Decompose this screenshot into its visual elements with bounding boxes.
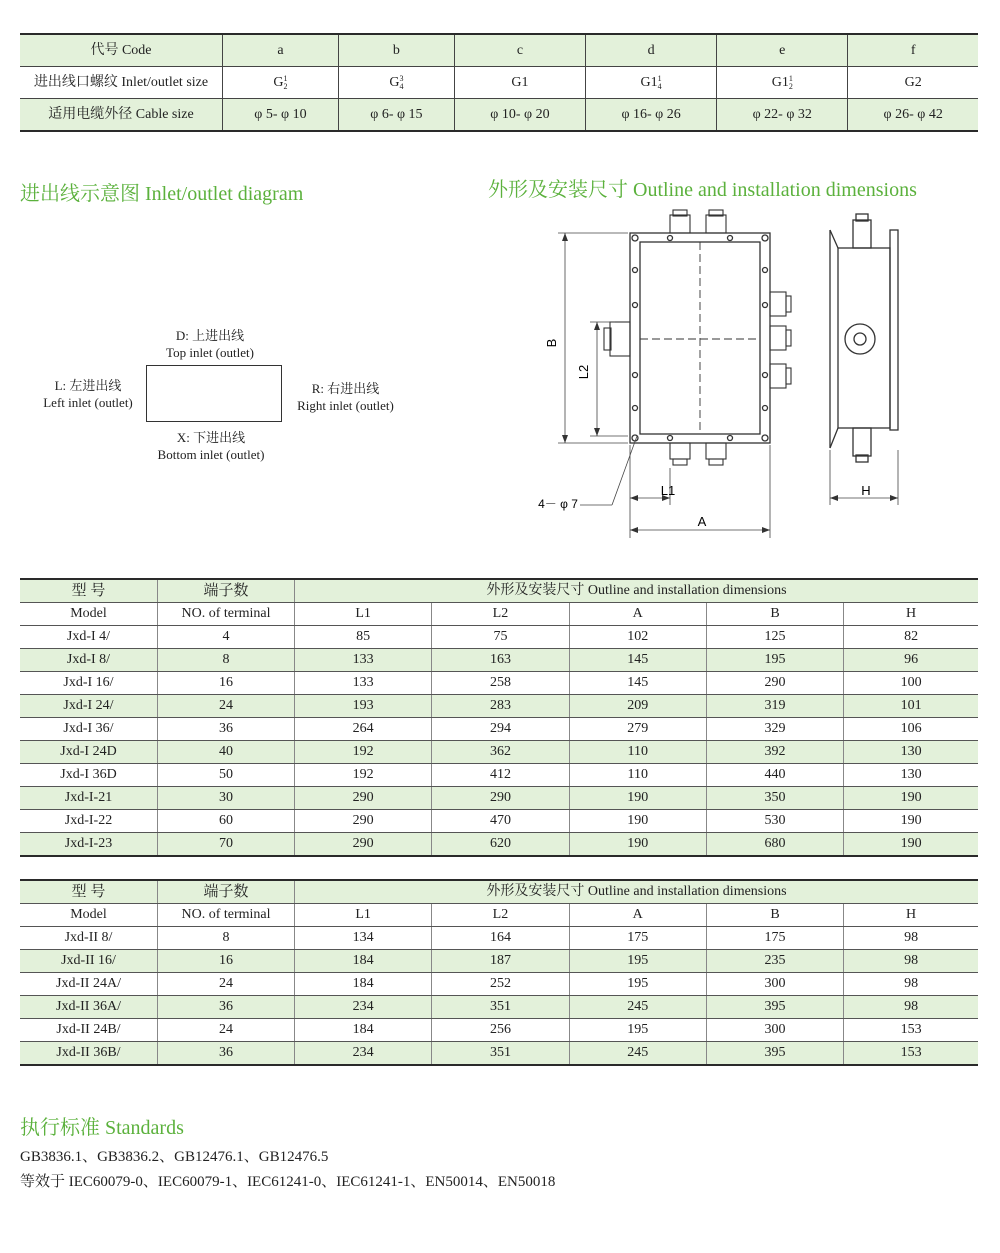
table-cell: 193 <box>295 695 432 718</box>
table-cell: 36 <box>158 718 295 741</box>
table-cell: 130 <box>844 741 978 764</box>
model-header-cn: 型 号 <box>20 880 158 904</box>
thread-base: G1 <box>640 74 658 90</box>
table-cell: 190 <box>844 787 978 810</box>
table-cell: 256 <box>432 1019 569 1042</box>
table-row <box>20 996 978 1019</box>
table-cell: 98 <box>844 927 978 950</box>
dimension-table-2 <box>20 879 978 1066</box>
table-cell: 195 <box>569 973 706 996</box>
table-cell: 82 <box>844 626 978 649</box>
table-cell: 70 <box>158 833 295 857</box>
table-cell: 101 <box>844 695 978 718</box>
model-cell: Jxd-I 36D <box>20 764 158 787</box>
table-cell: 184 <box>295 950 432 973</box>
fraction-numerator: 1 <box>788 73 793 83</box>
code-cell <box>223 67 339 99</box>
code-table <box>20 33 978 132</box>
table-cell: 164 <box>432 927 569 950</box>
col-header-h: H <box>844 904 978 927</box>
table-cell: 24 <box>158 695 295 718</box>
table-cell: 300 <box>706 1019 843 1042</box>
model-cell: Jxd-I-22 <box>20 810 158 833</box>
table-cell: 195 <box>569 1019 706 1042</box>
code-cell: φ 16- φ 26 <box>586 99 717 132</box>
thread-fraction <box>658 75 662 91</box>
bottom-inlet-label <box>148 429 274 463</box>
table-cell: 530 <box>706 810 843 833</box>
model-cell: Jxd-I 4/ <box>20 626 158 649</box>
table-cell: 190 <box>569 810 706 833</box>
code-cell: c <box>454 34 585 67</box>
table-cell: 98 <box>844 996 978 1019</box>
table-row <box>20 649 978 672</box>
model-header-cn: 型 号 <box>20 579 158 603</box>
col-header-h: H <box>844 603 978 626</box>
dimension-lines <box>558 233 898 538</box>
code-table-row <box>20 99 978 132</box>
table-cell: 125 <box>706 626 843 649</box>
standards-line-1: GB3836.1、GB3836.2、GB12476.1、GB12476.5 <box>20 1149 329 1165</box>
table-cell: 4 <box>158 626 295 649</box>
table-cell: 392 <box>706 741 843 764</box>
table-cell: 187 <box>432 950 569 973</box>
code-row-label: 适用电缆外径 Cable size <box>20 99 223 132</box>
model-header-en: Model <box>20 603 158 626</box>
table-cell: 195 <box>569 950 706 973</box>
model-cell: Jxd-II 24B/ <box>20 1019 158 1042</box>
table-cell: 145 <box>569 672 706 695</box>
left-inlet-label <box>30 377 146 411</box>
table-cell: 235 <box>706 950 843 973</box>
dim-label-holes: 4－ φ 7 <box>538 497 578 511</box>
model-cell: Jxd-I 24D <box>20 741 158 764</box>
table-cell: 153 <box>844 1042 978 1066</box>
table-cell: 440 <box>706 764 843 787</box>
table-cell: 110 <box>569 764 706 787</box>
dims-header: 外形及安装尺寸 Outline and installation dimensions <box>295 880 979 904</box>
thread-fraction <box>284 75 288 91</box>
model-cell: Jxd-II 36B/ <box>20 1042 158 1066</box>
table-cell: 98 <box>844 950 978 973</box>
table-cell: 190 <box>569 833 706 857</box>
table-cell: 470 <box>432 810 569 833</box>
terminal-header-cn: 端子数 <box>158 579 295 603</box>
left-inlet-cn: L: 左进出线 <box>54 378 122 393</box>
table-cell: 245 <box>569 1042 706 1066</box>
standards-line-2: 等效于 IEC60079-0、IEC60079-1、IEC61241-0、IEC61241-1、EN50014、EN50018 <box>20 1174 556 1190</box>
table-cell: 192 <box>295 741 432 764</box>
table-cell: 16 <box>158 950 295 973</box>
code-cell: d <box>586 34 717 67</box>
table-cell: 36 <box>158 996 295 1019</box>
table-cell: 620 <box>432 833 569 857</box>
table-row <box>20 626 978 649</box>
col-header-a: A <box>569 904 706 927</box>
table-row <box>20 950 978 973</box>
model-cell: Jxd-II 24A/ <box>20 973 158 996</box>
table-row <box>20 787 978 810</box>
table-cell: 36 <box>158 1042 295 1066</box>
table-cell: 264 <box>295 718 432 741</box>
dim-label-h: H <box>861 483 871 498</box>
model-cell: Jxd-I-23 <box>20 833 158 857</box>
terminal-header-en: NO. of terminal <box>158 603 295 626</box>
table-cell: 16 <box>158 672 295 695</box>
table-cell: 24 <box>158 973 295 996</box>
bottom-inlet-en: Bottom inlet (outlet) <box>157 447 265 462</box>
fraction-denominator: 2 <box>283 81 288 91</box>
fraction-numerator: 1 <box>657 73 662 83</box>
table-cell: 362 <box>432 741 569 764</box>
fraction-denominator: 4 <box>657 81 662 91</box>
table-cell: 329 <box>706 718 843 741</box>
dimension-table-1 <box>20 578 978 857</box>
code-cell: φ 26- φ 42 <box>848 99 978 132</box>
table-row <box>20 927 978 950</box>
fraction-numerator: 1 <box>283 73 288 83</box>
col-header-l2: L2 <box>432 603 569 626</box>
model-cell: Jxd-I 16/ <box>20 672 158 695</box>
fraction-numerator: 3 <box>399 73 404 83</box>
right-inlet-label <box>288 380 403 414</box>
code-table-row <box>20 67 978 99</box>
table-cell: 24 <box>158 1019 295 1042</box>
cable-glands <box>604 210 791 465</box>
table-cell: 283 <box>432 695 569 718</box>
table-cell: 102 <box>569 626 706 649</box>
model-cell: Jxd-II 8/ <box>20 927 158 950</box>
table-cell: 40 <box>158 741 295 764</box>
code-cell: G1 <box>454 67 585 99</box>
table-cell: 395 <box>706 996 843 1019</box>
table-row <box>20 810 978 833</box>
code-table-row <box>20 34 978 67</box>
table-cell: 184 <box>295 1019 432 1042</box>
fraction-denominator: 2 <box>788 81 793 91</box>
col-header-l2: L2 <box>432 904 569 927</box>
table-cell: 395 <box>706 1042 843 1066</box>
thread-fraction <box>399 75 403 91</box>
table-cell: 252 <box>432 973 569 996</box>
model-cell: Jxd-II 36A/ <box>20 996 158 1019</box>
table-cell: 279 <box>569 718 706 741</box>
top-inlet-label <box>155 327 265 361</box>
table-cell: 175 <box>569 927 706 950</box>
table-cell: 294 <box>432 718 569 741</box>
dim-label-b: B <box>544 338 559 348</box>
code-cell: f <box>848 34 978 67</box>
table-row <box>20 741 978 764</box>
table-cell: 290 <box>295 787 432 810</box>
code-cell: G2 <box>848 67 978 99</box>
table-cell: 350 <box>706 787 843 810</box>
code-cell <box>338 67 454 99</box>
table-cell: 680 <box>706 833 843 857</box>
left-inlet-en: Left inlet (outlet) <box>43 395 133 410</box>
dims-header: 外形及安装尺寸 Outline and installation dimensions <box>295 579 979 603</box>
bottom-inlet-cn: X: 下进出线 <box>176 430 246 445</box>
code-row-label: 进出线口螺纹 Inlet/outlet size <box>20 67 223 99</box>
table-cell: 96 <box>844 649 978 672</box>
table-cell: 163 <box>432 649 569 672</box>
table-cell: 75 <box>432 626 569 649</box>
model-header-en: Model <box>20 904 158 927</box>
table-cell: 30 <box>158 787 295 810</box>
thread-base: G <box>389 74 400 90</box>
top-inlet-cn: D: 上进出线 <box>175 328 245 343</box>
dim-label-l1: L1 <box>660 483 676 498</box>
thread-base: G <box>273 74 284 90</box>
fraction-denominator: 4 <box>399 81 404 91</box>
model-cell: Jxd-II 16/ <box>20 950 158 973</box>
code-row-label: 代号 Code <box>20 34 223 67</box>
table-cell: 133 <box>295 649 432 672</box>
terminal-header-en: NO. of terminal <box>158 904 295 927</box>
model-cell: Jxd-I 24/ <box>20 695 158 718</box>
table-cell: 8 <box>158 927 295 950</box>
dim-label-a: A <box>697 514 707 529</box>
table-row <box>20 833 978 857</box>
enclosure-side-view <box>830 214 898 462</box>
table-cell: 134 <box>295 927 432 950</box>
code-cell: φ 5- φ 10 <box>223 99 339 132</box>
table-cell: 290 <box>295 810 432 833</box>
table-cell: 98 <box>844 973 978 996</box>
table-row <box>20 973 978 996</box>
table-cell: 319 <box>706 695 843 718</box>
table-cell: 290 <box>706 672 843 695</box>
table-cell: 8 <box>158 649 295 672</box>
code-cell <box>586 67 717 99</box>
table-cell: 85 <box>295 626 432 649</box>
table-cell: 195 <box>706 649 843 672</box>
table-cell: 153 <box>844 1019 978 1042</box>
table-cell: 50 <box>158 764 295 787</box>
table-cell: 106 <box>844 718 978 741</box>
table-cell: 290 <box>295 833 432 857</box>
model-cell: Jxd-I 8/ <box>20 649 158 672</box>
inlet-diagram-heading: 进出线示意图 Inlet/outlet diagram <box>20 183 304 205</box>
table-row <box>20 764 978 787</box>
code-cell: φ 22- φ 32 <box>717 99 848 132</box>
table-cell: 300 <box>706 973 843 996</box>
table-cell: 190 <box>844 810 978 833</box>
table-cell: 192 <box>295 764 432 787</box>
code-cell <box>717 67 848 99</box>
code-cell: b <box>338 34 454 67</box>
table-cell: 175 <box>706 927 843 950</box>
table-cell: 234 <box>295 996 432 1019</box>
table-cell: 130 <box>844 764 978 787</box>
terminal-header-cn: 端子数 <box>158 880 295 904</box>
table-row <box>20 695 978 718</box>
enclosure-front-view <box>630 233 770 443</box>
table-cell: 60 <box>158 810 295 833</box>
table-cell: 145 <box>569 649 706 672</box>
table-cell: 234 <box>295 1042 432 1066</box>
table-row <box>20 718 978 741</box>
table-cell: 258 <box>432 672 569 695</box>
thread-base: G1 <box>771 74 789 90</box>
table-row <box>20 672 978 695</box>
thread-fraction <box>789 75 793 91</box>
col-header-l1: L1 <box>295 603 432 626</box>
dim-label-l2: L2 <box>576 364 591 380</box>
table-cell: 351 <box>432 1042 569 1066</box>
top-inlet-en: Top inlet (outlet) <box>166 345 254 360</box>
col-header-b: B <box>706 603 843 626</box>
table-cell: 412 <box>432 764 569 787</box>
table-cell: 290 <box>432 787 569 810</box>
table-cell: 184 <box>295 973 432 996</box>
table-cell: 351 <box>432 996 569 1019</box>
col-header-a: A <box>569 603 706 626</box>
table-cell: 190 <box>569 787 706 810</box>
table-cell: 209 <box>569 695 706 718</box>
table-row <box>20 1019 978 1042</box>
model-cell: Jxd-I-21 <box>20 787 158 810</box>
outline-heading: 外形及安装尺寸 Outline and installation dimensions <box>488 179 917 201</box>
table-cell: 110 <box>569 741 706 764</box>
table-cell: 100 <box>844 672 978 695</box>
code-cell: φ 10- φ 20 <box>454 99 585 132</box>
code-cell: φ 6- φ 15 <box>338 99 454 132</box>
right-inlet-cn: R: 右进出线 <box>311 381 380 396</box>
model-cell: Jxd-I 36/ <box>20 718 158 741</box>
code-cell: e <box>717 34 848 67</box>
outline-drawing <box>520 200 980 545</box>
col-header-b: B <box>706 904 843 927</box>
table-cell: 190 <box>844 833 978 857</box>
code-cell: a <box>223 34 339 67</box>
col-header-l1: L1 <box>295 904 432 927</box>
table-row <box>20 1042 978 1066</box>
table-cell: 245 <box>569 996 706 1019</box>
table-cell: 133 <box>295 672 432 695</box>
standards-heading: 执行标准 Standards <box>20 1117 184 1139</box>
right-inlet-en: Right inlet (outlet) <box>297 398 394 413</box>
inlet-box <box>146 365 282 422</box>
dimension-arrows <box>562 233 898 533</box>
